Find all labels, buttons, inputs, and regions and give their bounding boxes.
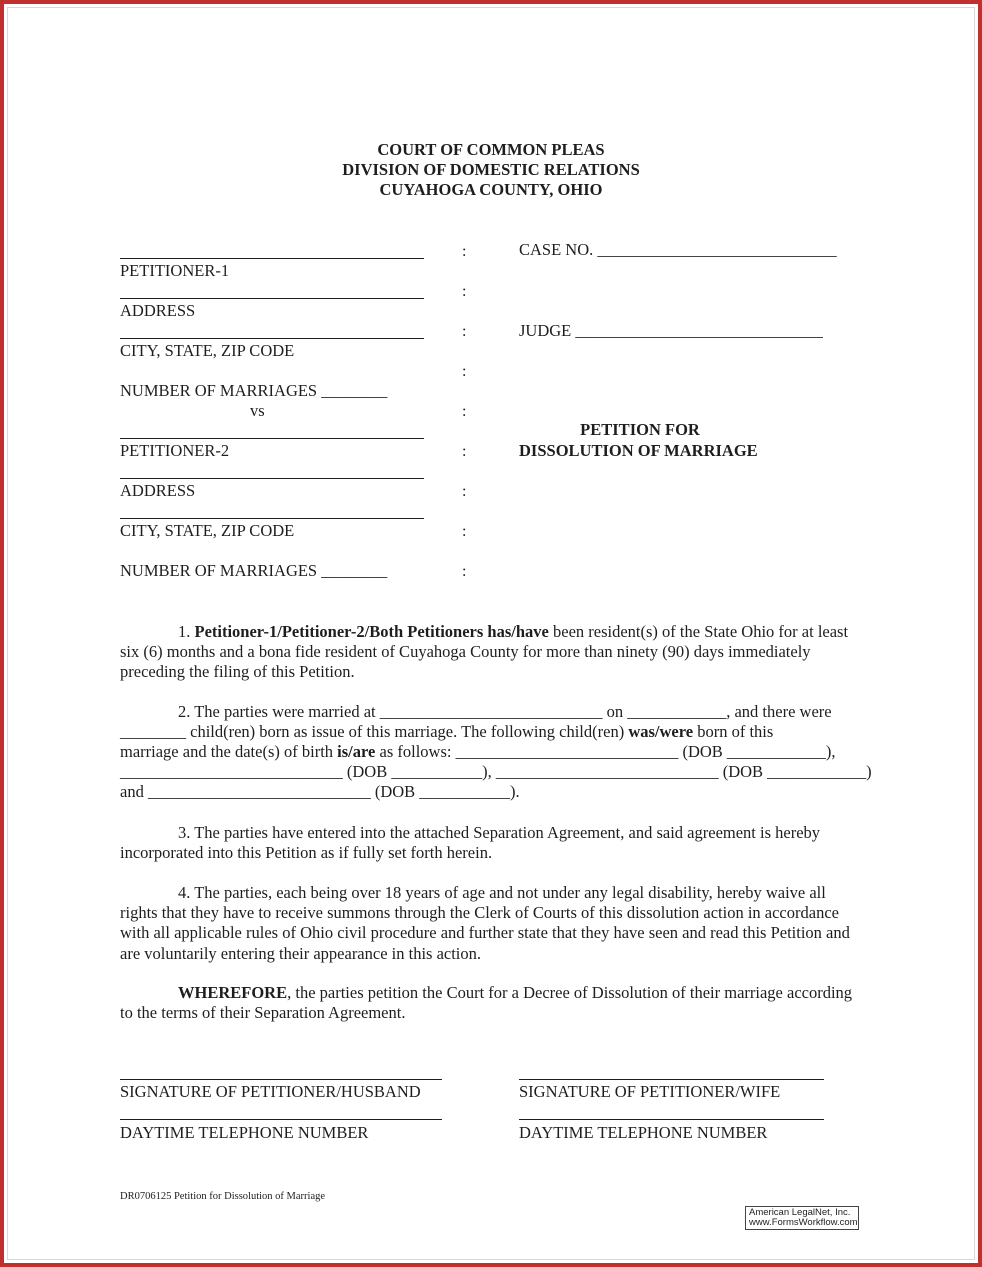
wherefore-bold: WHEREFORE <box>178 983 288 1002</box>
paragraph-2-line2-tail: born of this <box>697 722 774 741</box>
paragraph-3-text: 3. The parties have entered into the attached Separation Agreement, and said agreement is hereby incorporated into this Petition as if fully set forth herein. <box>120 823 821 863</box>
wife-phone-label: DAYTIME TELEPHONE NUMBER <box>519 1123 768 1142</box>
paragraph-4-text: 4. The parties, each being over 18 years of age and not under any legal disability, hereby waive all rights that they have to receive summons through the Clerk of Courts of this dissolution action in accordance with all applicable rules of Ohio civil procedure and further state that they have seen and read this Petition and are voluntarily entering their appearance in this action. <box>120 883 850 963</box>
caption-separator: : <box>462 283 467 300</box>
form-id: DR0706125 Petition for Dissolution of Marriage <box>120 1191 326 1202</box>
petitioner1-name-line[interactable] <box>120 258 424 259</box>
petition-title-line1: PETITION FOR <box>580 420 700 439</box>
husband-phone-line[interactable] <box>120 1119 442 1120</box>
paragraph-1-text: been resident(s) of the State Ohio for at least six (6) months and a bona fide resident of Cuyahoga County for more than ninety (90) days immediately preceding the filing of this Petition. <box>120 622 849 682</box>
petitioner1-city-line[interactable] <box>120 338 424 339</box>
paragraph-2-line3-tail: as follows: ___________________________ (DOB ____________), <box>379 742 836 761</box>
paragraph-2-bold-was-were: was/were <box>628 722 694 741</box>
paragraph-2-line4[interactable]: ___________________________ (DOB ___________), ___________________________ (DOB ____________) <box>120 762 872 781</box>
paragraph-2-line3[interactable] <box>120 742 836 762</box>
husband-signature-label: SIGNATURE OF PETITIONER/HUSBAND <box>120 1082 421 1101</box>
court-name: COURT OF COMMON PLEAS <box>377 140 605 159</box>
wherefore-clause <box>120 983 865 1023</box>
wife-signature-line[interactable] <box>519 1079 824 1080</box>
petitioner1-label: PETITIONER-1 <box>120 261 230 280</box>
wife-phone-line[interactable] <box>519 1119 824 1120</box>
judge-field[interactable]: JUDGE ______________________________ <box>519 321 823 340</box>
paragraph-4 <box>120 883 865 964</box>
wherefore-text: , the parties petition the Court for a Decree of Dissolution of their marriage according to the terms of their Separation Agreement. <box>120 983 853 1023</box>
paragraph-2-line5[interactable]: and ___________________________ (DOB ___________). <box>120 782 520 801</box>
petitioner1-marriages: NUMBER OF MARRIAGES ________ <box>120 381 388 400</box>
paragraph-2-line2-text: ________ child(ren) born as issue of this marriage. The following child(ren) <box>120 722 625 741</box>
petitioner1-address-label: ADDRESS <box>120 301 196 320</box>
petitioner2-city-label: CITY, STATE, ZIP CODE <box>120 521 295 540</box>
husband-signature-line[interactable] <box>120 1079 442 1080</box>
paragraph-2-line2[interactable] <box>120 722 773 742</box>
caption-separator: : <box>462 403 467 420</box>
stamp-line2: www.FormsWorkflow.com <box>749 1217 858 1228</box>
versus-label: vs <box>250 401 265 420</box>
petitioner2-city-line[interactable] <box>120 518 424 519</box>
petitioner2-name-line[interactable] <box>120 438 424 439</box>
petitioner1-city-label: CITY, STATE, ZIP CODE <box>120 341 295 360</box>
petition-title-line2: DISSOLUTION OF MARRIAGE <box>519 441 758 460</box>
court-division: DIVISION OF DOMESTIC RELATIONS <box>342 160 640 179</box>
petitioner2-address-label: ADDRESS <box>120 481 196 500</box>
petitioner2-label: PETITIONER-2 <box>120 441 230 460</box>
caption-separator: : <box>462 363 467 380</box>
petitioner2-marriages: NUMBER OF MARRIAGES ________ <box>120 561 388 580</box>
paragraph-1-number: 1. <box>178 622 191 641</box>
paragraph-2-line1[interactable]: 2. The parties were married at ___________________________ on ____________, and there were <box>178 702 832 721</box>
caption-separator: : <box>462 483 467 500</box>
publisher-stamp <box>745 1206 859 1230</box>
paragraph-1 <box>120 622 865 683</box>
stamp-line1: American LegalNet, Inc. <box>749 1207 851 1218</box>
court-county: CUYAHOGA COUNTY, OHIO <box>379 180 603 199</box>
petitioner1-address-line[interactable] <box>120 298 424 299</box>
case-number-field[interactable]: CASE NO. _____________________________ <box>519 240 837 259</box>
paragraph-2-line3-text: marriage and the date(s) of birth <box>120 742 334 761</box>
husband-phone-label: DAYTIME TELEPHONE NUMBER <box>120 1123 369 1142</box>
paragraph-2-bold-is-are: is/are <box>337 742 376 761</box>
caption-separator: : <box>462 243 467 260</box>
caption-separator: : <box>462 323 467 340</box>
caption-separator: : <box>462 563 467 580</box>
caption-separator: : <box>462 443 467 460</box>
caption-separator: : <box>462 523 467 540</box>
petitioner2-address-line[interactable] <box>120 478 424 479</box>
wife-signature-label: SIGNATURE OF PETITIONER/WIFE <box>519 1082 781 1101</box>
paragraph-3 <box>120 823 865 863</box>
paragraph-1-bold: Petitioner-1/Petitioner-2/Both Petitioners has/have <box>194 622 549 641</box>
